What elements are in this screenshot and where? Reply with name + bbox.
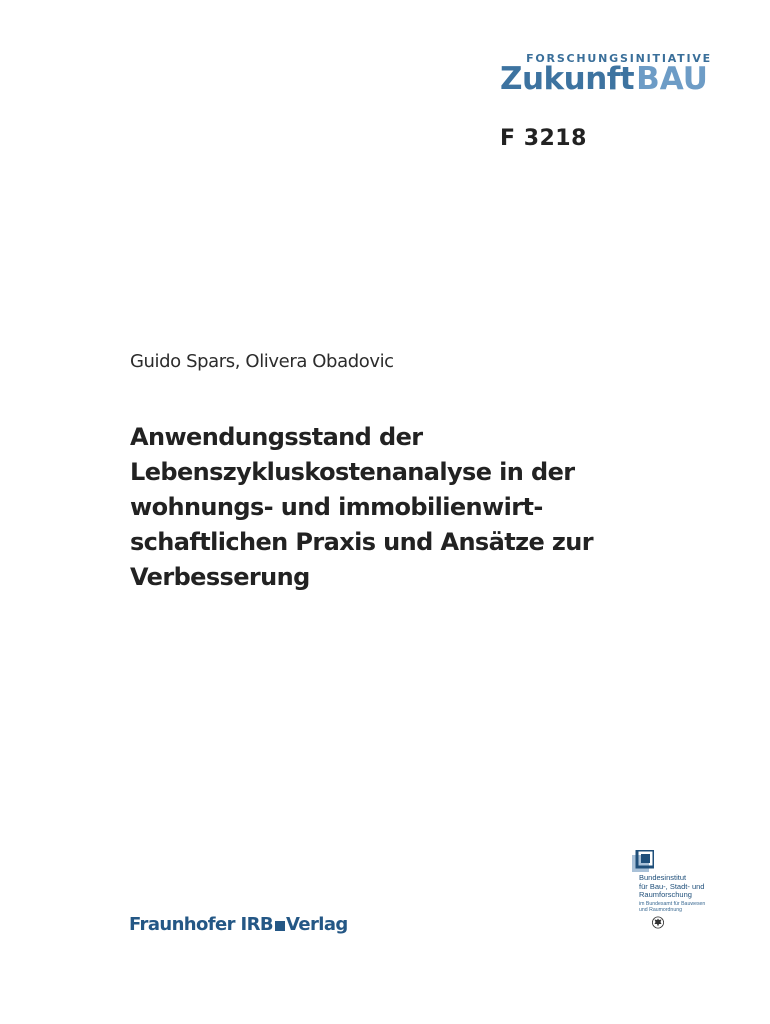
title-line: Lebenszykluskostenanalyse in der [130, 458, 575, 486]
logo-word-zukunft: Zukunft [500, 61, 635, 97]
logo-wordmark [500, 61, 708, 97]
report-number: F 3218 [500, 126, 587, 151]
institute-sub-line: im Bundesamt für Bauwesen [639, 901, 706, 907]
institute-name [639, 874, 704, 900]
logo-word-bau: BAU [636, 61, 708, 97]
federal-eagle-icon [652, 916, 664, 929]
institute-logo [632, 850, 742, 940]
title-line: Anwendungsstand der [130, 423, 423, 451]
publisher-name: Fraunhofer IRB [129, 914, 274, 935]
institute-sub-line: und Raumordnung [639, 907, 682, 913]
institute-squares-icon [632, 850, 654, 872]
title-line: Verbesserung [130, 563, 310, 591]
title-line: wohnungs- und immobilienwirt- [130, 493, 543, 521]
publisher-square-icon [275, 921, 285, 931]
institute-subline [639, 901, 705, 913]
authors: Guido Spars, Olivera Obadovic [130, 351, 394, 372]
title-line: schaftlichen Praxis und Ansätze zur [130, 528, 593, 556]
institute-name-line: Raumforschung [639, 890, 692, 899]
logo-kicker-text: FORSCHUNGSINITIATIVE [526, 52, 712, 65]
publisher-verlag: Verlag [286, 914, 348, 935]
institute-name-line: für Bau-, Stadt- und [639, 881, 705, 891]
zukunft-bau-logo [500, 52, 712, 104]
document-title [130, 420, 650, 595]
publisher-logo [129, 914, 348, 935]
institute-name-line: Bundesinstitut [639, 873, 687, 882]
